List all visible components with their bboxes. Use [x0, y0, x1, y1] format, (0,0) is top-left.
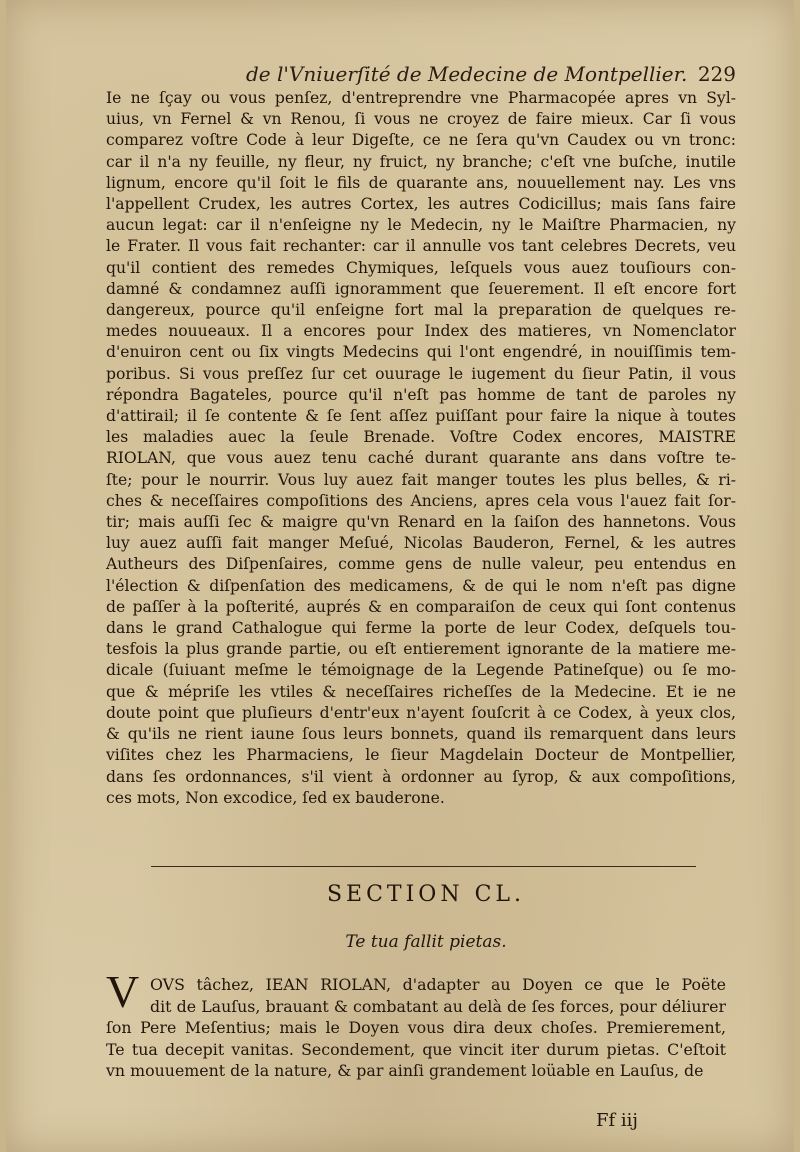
section-text-line: ſon Pere Meſentius; mais le Doyen vous dira deux choſes. Premierement,	[106, 1018, 726, 1037]
text-line: viſites chez les Pharmaciens, le ſieur Magdelain Docteur de Montpellier,	[106, 746, 736, 765]
section-text-line: OVS tâchez, IEAN RIOLAN, d'adapter au Doyen ce que le Poëte	[150, 975, 726, 994]
text-line: dicale (ſuiuant meſme le témoignage de la Legende Patineſque) ou ſe mo-	[106, 661, 736, 680]
section-text-line: Te tua decepit vanitas. Secondement, que vincit iter durum pietas. C'eſtoit	[106, 1039, 726, 1059]
text-line: & qu'ils ne rient iaune ſous leurs bonnets, quand ils remarquent dans leurs	[106, 725, 736, 744]
running-header	[246, 62, 736, 88]
text-line: ſte; pour le nourrir. Vous luy auez fait manger toutes les plus belles, & ri-	[106, 470, 736, 489]
text-line: dangereux, pource qu'il enſeigne fort mal la preparation de quelques re-	[106, 301, 736, 320]
text-line: l'appellent Crudex, les autres Cortex, les autres Codicillus; mais ſans faire	[106, 195, 736, 214]
text-line: dans ſes ordonnances, s'il vient à ordonner au ſyrop, & aux compoſitions,	[106, 767, 736, 786]
text-line: doute point que pluſieurs d'entr'eux n'ayent ſouſcrit à ce Codex, à yeux clos,	[106, 703, 736, 722]
main-text-block	[106, 88, 736, 809]
text-line: répondra Bagateles, pource qu'il n'eſt pas homme de tant de paroles ny	[106, 385, 736, 404]
page-number: 229	[697, 62, 736, 86]
text-line: luy auez auſſi fait manger Meſué, Nicolas Bauderon, Fernel, & les autres	[106, 534, 736, 553]
text-line: ces mots, Non excodice, ſed ex bauderone.	[106, 788, 445, 807]
section-text-line: vn mouuement de la nature, & par ainſi grandement loüable en Lauſus, de	[106, 1061, 704, 1080]
text-line: d'attirail; il ſe contente & ſe ſent aſſez puiſſant pour faire la nique à toutes	[106, 407, 736, 426]
text-line: de paſſer à la poſterité, auprés & en comparaiſon de ceux qui ſont contenus	[106, 597, 736, 616]
text-line: tesfois la plus grande partie, ou eſt entierement ignorante de la matiere me-	[106, 640, 736, 659]
text-line: Autheurs des Diſpenſaires, comme gens de nulle valeur, peu entendus en	[106, 555, 736, 574]
text-line: tir; mais auſſi ſec & maigre qu'vn Renard en la ſaiſon des hannetons. Vous	[106, 513, 736, 532]
text-line: les maladies auec la ſeule Brenade. Voſtre Codex encores, MAISTRE	[106, 428, 736, 447]
text-line: medes nouueaux. Il a encores pour Index des matieres, vn Nomenclator	[106, 322, 736, 341]
section-divider	[151, 866, 696, 867]
section-title: SECTION CL.	[326, 882, 526, 907]
text-line: l'élection & diſpenſation des medicamens, & de qui le nom n'eſt pas digne	[106, 576, 736, 595]
text-line: damné & condamnez auſſi ignoramment que ſeuerement. Il eſt encore fort	[106, 279, 736, 298]
text-line: lignum, encore qu'il ſoit le fils de quarante ans, nouuellement nay. Les vns	[106, 173, 736, 192]
text-line: qu'il contient des remedes Chymiques, leſquels vous auez touſiours con-	[106, 258, 736, 277]
text-line: car il n'a ny feuille, ny fleur, ny fruict, ny branche; c'eſt vne buſche, inutile	[106, 152, 736, 171]
text-line: que & mépriſe les vtiles & neceſſaires richeſſes de la Medecine. Et ie ne	[106, 682, 736, 701]
text-line: Ie ne ſçay ou vous penſez, d'entreprendre vne Pharmacopée apres vn Syl-	[106, 89, 736, 107]
text-line: aucun legat: car il n'enſeigne ny le Medecin, ny le Maiſtre Pharmacien, ny	[106, 216, 736, 235]
text-line: ches & neceſſaires compoſitions des Anciens, apres cela vous l'auez fait ſor-	[106, 491, 736, 510]
text-line: poribus. Si vous preſſez ſur cet ouurage le iugement du ſieur Patin, il vous	[106, 364, 736, 383]
text-line: comparez voſtre Code à leur Digeſte, ce ne ſera qu'vn Caudex ou vn tronc:	[106, 131, 736, 150]
text-line: d'enuiron cent ou ſix vingts Medecins qui l'ont engendré, in nouiſſimis tem-	[106, 343, 736, 362]
section-motto: Te tua fallit pietas.	[345, 932, 507, 952]
section-text-block	[106, 974, 726, 1082]
book-page	[6, 0, 794, 1152]
text-line: uius, vn Fernel & vn Renou, ſi vous ne croyez de faire mieux. Car ſi vous	[106, 110, 736, 129]
signature-mark: Ff iij	[596, 1110, 638, 1131]
drop-cap: V	[106, 966, 140, 1017]
text-line: dans le grand Cathalogue qui ferme la porte de leur Codex, deſquels tou-	[106, 619, 736, 638]
section-text-line: dit de Lauſus, brauant & combatant au delà de ſes forces, pour déliurer	[150, 996, 726, 1016]
text-line: RIOLAN, que vous auez tenu caché durant quarante ans dans voſtre te-	[106, 449, 736, 468]
running-title: de l'Vniuerſité de Medecine de Montpellier.	[246, 62, 688, 86]
text-line: le Frater. Il vous fait rechanter: car il annulle vos tant celebres Decrets, veu	[106, 237, 736, 256]
